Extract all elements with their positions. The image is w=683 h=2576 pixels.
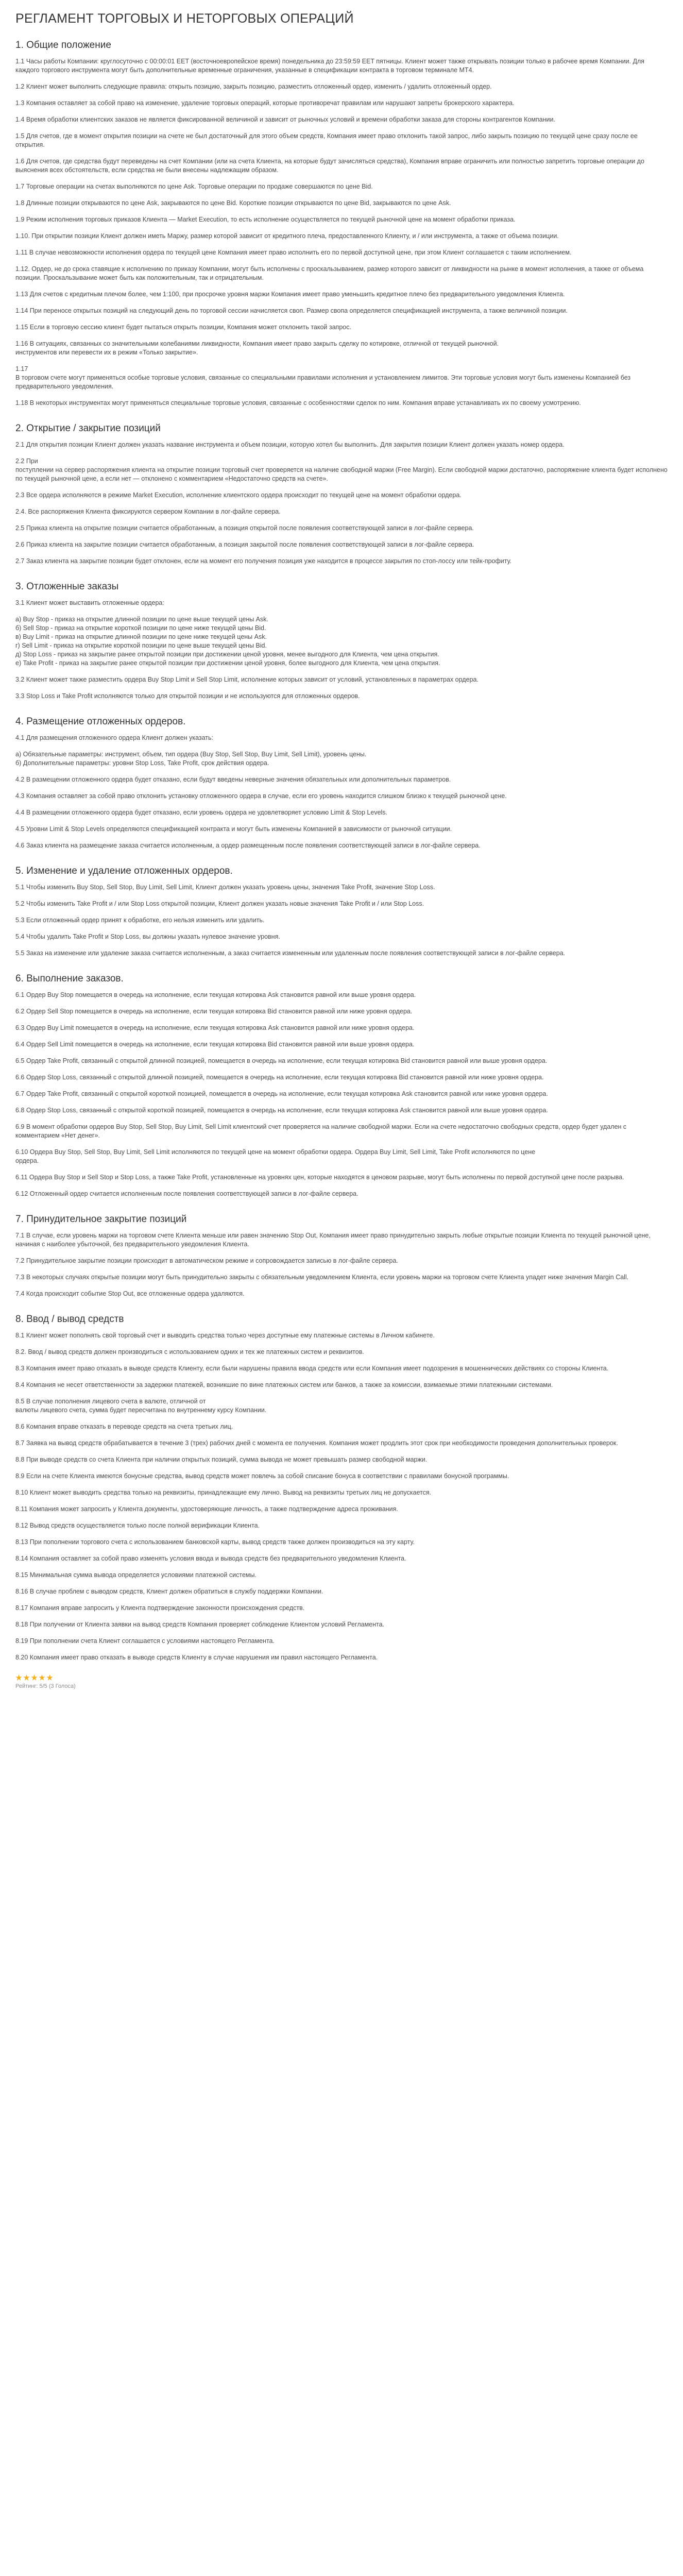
clause-paragraph: а) Buy Stop - приказ на открытие длинной позиции по цене выше текущей цены Ask. б) Sell Stop - приказ на открытие короткой позиции по цене ниже текущей цены Bid. в) Buy Limit - приказ на открытие длинной позиции по цене ниже текущей цены Ask. г) Sell Limit - приказ на открытие короткой позиции по цене выше текущей цены Bid. д) Stop Loss - приказ на закрытие ранее открытой позиции при достижении ценой уровня, менее выгодного для Клиента, чем цена открытия. е) Take Profit - приказ на закрытие ранее открытой позиции при достижении ценой уровня, более выгодного для Клиента, чем цена открытия.	[15, 616, 440, 667]
section-heading: 2. Открытие / закрытие позиций	[15, 423, 161, 434]
clause-paragraph: 8.19 При пополнении счета Клиент соглашается с условиями настоящего Регламента.	[15, 1637, 275, 1645]
section-heading: 1. Общие положение	[15, 40, 111, 50]
section-heading: 5. Изменение и удаление отложенных ордеров.	[15, 866, 233, 876]
section-heading: 7. Принудительное закрытие позиций	[15, 1214, 187, 1225]
clause-paragraph: 6.12 Отложенный ордер считается исполненным после появления соответствующей записи в лог-файле сервера.	[15, 1190, 358, 1197]
clause-paragraph: 8.16 В случае проблем с выводом средств, Клиент должен обратиться в службу поддержки Компании.	[15, 1588, 323, 1595]
star-icon[interactable]	[15, 1674, 22, 1681]
clause-paragraph: 5.4 Чтобы удалить Take Profit и Stop Loss, вы должны указать нулевое значение уровня.	[15, 933, 280, 940]
clause-paragraph: 2.2 При поступлении на сервер распоряжения клиента на открытие позиции торговый счет проверяется на наличие свободной маржи (Free Margin). Если свободной маржи достаточно, распоряжение клиента будет исполнено по текущей рыночной цене, а если нет — отклонено с комментарием «Недостаточно средств на счете».	[15, 457, 668, 482]
clause-paragraph: 2.7 Заказ клиента на закрытие позиции будет отклонен, если на момент его получения позиция уже находится в процессе закрытия по стоп-лоссу или тейк-профиту.	[15, 557, 512, 565]
clause-paragraph: 4.2 В размещении отложенного ордера будет отказано, если будут введены неверные значения обязательных или дополнительных параметров.	[15, 776, 451, 783]
clause-paragraph: 1.2 Клиент может выполнить следующие правила: открыть позицию, закрыть позицию, разместить отложенный ордер, изменить / удалить отложенный ордер.	[15, 83, 492, 90]
clause-paragraph: 8.10 Клиент может выводить средства только на реквизиты, принадлежащие ему лично. Вывод на реквизиты третьих лиц не допускается.	[15, 1489, 432, 1496]
clause-paragraph: 6.6 Ордер Stop Loss, связанный с открытой длинной позицией, помещается в очередь на исполнение, если текущая котировка Bid становится равной или ниже уровня ордера.	[15, 1074, 544, 1081]
clause-paragraph: 6.3 Ордер Buy Limit помещается в очередь на исполнение, если текущая котировка Ask становится равной или ниже уровня ордера.	[15, 1024, 415, 1031]
clause-paragraph: 8.18 При получении от Клиента заявки на вывод средств Компания проверяет соблюдение Клиентом условий Регламента.	[15, 1621, 385, 1628]
clause-paragraph: 8.6 Компания вправе отказать в переводе средств на счета третьих лиц.	[15, 1423, 233, 1430]
clause-paragraph: 8.13 При пополнении торгового счета с использованием банковской карты, вывод средств также должен производиться на эту карту.	[15, 1538, 415, 1546]
clause-paragraph: 8.20 Компания имеет право отказать в выводе средств Клиенту в случае нарушения им правил настоящего Регламента.	[15, 1654, 378, 1661]
rating-footer	[15, 1674, 668, 1689]
clause-paragraph: 1.11 В случае невозможности исполнения ордера по текущей цене Компания имеет право исполнить его по первой доступной цене, при этом Клиент соглашается с таким исполнением.	[15, 249, 572, 256]
clause-paragraph: 5.3 Если отложенный ордер принят к обработке, его нельзя изменить или удалить.	[15, 917, 265, 924]
clause-paragraph: 8.3 Компания имеет право отказать в выводе средств Клиенту, если были нарушены правила ввода средств или если Компания имеет подозрения в мошеннических действиях со стороны Клиента.	[15, 1365, 609, 1372]
clause-paragraph: 6.9 В момент обработки ордеров Buy Stop, Sell Stop, Buy Limit, Sell Limit клиентский счет проверяется на наличие свободной маржи. Если на счете недостаточно свободных средств, ордер будет удален с комментарием «Нет денег».	[15, 1123, 627, 1139]
clause-paragraph: 6.11 Ордера Buy Stop и Sell Stop и Stop Loss, а также Take Profit, установленные на уровнях цен, которые находятся в ценовом разрыве, могут быть исполнены по первой доступной цене после разрыва.	[15, 1174, 624, 1181]
clause-paragraph: 1.14 При переносе открытых позиций на следующий день по торговой сессии начисляется своп. Размер свопа определяется спецификацией инструмента, а также величиной позиции.	[15, 307, 568, 314]
clause-paragraph: 1.17 В торговом счете могут применяться особые торговые условия, связанные со специальными правилами исполнения и установлением лимитов. Эти торговые условия могут быть изменены Компанией без предварительного уведомления.	[15, 365, 631, 390]
section-heading: 8. Ввод / вывод средств	[15, 1314, 124, 1325]
page-title: РЕГЛАМЕНТ ТОРГОВЫХ И НЕТОРГОВЫХ ОПЕРАЦИЙ	[15, 11, 354, 26]
clause-paragraph: 1.10. При открытии позиции Клиент должен иметь Маржу, размер которой зависит от кредитного плеча, предоставленного Клиенту, и / или инструмента, а также от объема позиции.	[15, 232, 559, 240]
clause-paragraph: 7.2 Принудительное закрытие позиции происходит в автоматическом режиме и сопровождается записью в лог-файле сервера.	[15, 1257, 398, 1264]
clause-paragraph: 1.3 Компания оставляет за собой право на изменение, удаление торговых операций, которые противоречат правилам или нарушают запреты брокерского характера.	[15, 99, 515, 107]
clause-paragraph: 2.1 Для открытия позиции Клиент должен указать название инструмента и объем позиции, которую хотел бы выполнить. Для закрытия позиции Клиент должен указать номер ордера.	[15, 441, 565, 448]
clause-paragraph: 6.4 Ордер Sell Limit помещается в очередь на исполнение, если текущая котировка Bid становится равной или выше уровня ордера.	[15, 1041, 415, 1048]
clause-paragraph: 1.5 Для счетов, где в момент открытия позиции на счете не был достаточный для этого объем средств, Компания имеет право отклонить такой запрос, либо закрыть позицию по текущей цене сразу после ее открытия.	[15, 132, 638, 148]
section-heading: 6. Выполнение заказов.	[15, 973, 124, 984]
clause-paragraph: 8.4 Компания не несет ответственности за задержки платежей, возникшие по вине платежных систем или банков, а также за комиссии, взимаемые этими платежными системами.	[15, 1381, 553, 1388]
section	[15, 716, 668, 850]
rating-stars[interactable]	[15, 1674, 668, 1681]
clause-paragraph: 5.2 Чтобы изменить Take Profit и / или Stop Loss открытой позиции, Клиент должен указать новые значения Take Profit и / или Stop Loss.	[15, 900, 424, 907]
section-heading: 4. Размещение отложенных ордеров.	[15, 716, 186, 727]
clause-paragraph: 8.11 Компания может запросить у Клиента документы, удостоверяющие личность, а также подтверждение адреса проживания.	[15, 1505, 398, 1513]
clause-paragraph: 1.15 Если в торговую сессию клиент будет пытаться открыть позиции, Компания может отклонить такой запрос.	[15, 324, 351, 331]
clause-paragraph: 6.7 Ордер Take Profit, связанный с открытой короткой позицией, помещается в очередь на исполнение, если текущая котировка Ask становится равной или ниже уровня ордера.	[15, 1090, 548, 1097]
clause-paragraph: 1.4 Время обработки клиентских заказов не является фиксированной величиной и зависит от рыночных условий и времени обработки заказа для стороны контрагентов Компании.	[15, 116, 555, 123]
clause-paragraph: 5.1 Чтобы изменить Buy Stop, Sell Stop, Buy Limit, Sell Limit, Клиент должен указать уровень цены, значения Take Profit, значение Stop Loss.	[15, 884, 435, 891]
clause-paragraph: 2.4. Все распоряжения Клиента фиксируются сервером Компании в лог-файле сервера.	[15, 508, 281, 515]
clause-paragraph: 1.12. Ордер, не до срока ставящие к исполнению по приказу Компании, могут быть исполнены с проскальзыванием, размер которого зависит от ликвидности на рынке в момент исполнения, а также от объема позиции. Проскальзывание может быть как положительным, так и отрицательным.	[15, 265, 644, 281]
clause-paragraph: 8.2. Ввод / вывод средств должен производиться с использованием одних и тех же платежных систем и реквизитов.	[15, 1348, 364, 1355]
clause-paragraph: 7.4 Когда происходит событие Stop Out, все отложенные ордера удаляются.	[15, 1290, 245, 1297]
clause-paragraph: 2.6 Приказ клиента на закрытие позиции считается обработанным, а позиция закрытой после появления соответствующей записи в лог-файле сервера.	[15, 541, 474, 548]
section	[15, 423, 668, 566]
section	[15, 1214, 668, 1298]
section	[15, 973, 668, 1198]
clause-paragraph: 1.13 Для счетов с кредитным плечом более, чем 1:100, при просрочке уровня маржи Компания имеет право уменьшить кредитное плечо без предварительного уведомления Клиента.	[15, 291, 565, 298]
clause-paragraph: 6.5 Ордер Take Profit, связанный с открытой длинной позицией, помещается в очередь на исполнение, если текущая котировка Bid становится равной или выше уровня ордера.	[15, 1057, 548, 1064]
clause-paragraph: 8.1 Клиент может пополнять свой торговый счет и выводить средства только через доступные ему платежные системы в Личном кабинете.	[15, 1332, 435, 1339]
star-icon[interactable]	[23, 1674, 30, 1681]
clause-paragraph: 8.8 При выводе средств со счета Клиента при наличии открытых позиций, сумма вывода не может превышать размер свободной маржи.	[15, 1456, 428, 1463]
section-heading: 3. Отложенные заказы	[15, 581, 119, 592]
clause-paragraph: а) Обязательные параметры: инструмент, объем, тип ордера (Buy Stop, Sell Stop, Buy Limit, Sell Limit), уровень цены. б) Дополнительные параметры: уровни Stop Loss, Take Profit, срок действия ордера.	[15, 751, 367, 767]
clause-paragraph: 4.1 Для размещения отложенного ордера Клиент должен указать:	[15, 734, 213, 741]
document-body	[15, 40, 668, 1662]
clause-paragraph: 1.9 Режим исполнения торговых приказов Клиента — Market Execution, то есть исполнение осуществляется по текущей рыночной цене на момент обработки приказа.	[15, 216, 516, 223]
clause-paragraph: 4.6 Заказ клиента на размещение заказа считается исполненным, а ордер размещенным после появления соответствующей записи в лог-файле сервера.	[15, 842, 481, 849]
clause-paragraph: 4.4 В размещении отложенного ордера будет отказано, если уровень ордера не удовлетворяет условию Limit & Stop Levels.	[15, 809, 388, 816]
clause-paragraph: 1.16 В ситуациях, связанных со значительными колебаниями ликвидности, Компания имеет право закрыть сделку по котировке, отличной от текущей рыночной. инструментов или перевести их в режим «Только закрытие».	[15, 340, 499, 356]
clause-paragraph: 8.17 Компания вправе запросить у Клиента подтверждение законности происхождения средств.	[15, 1604, 305, 1612]
star-icon[interactable]	[31, 1674, 38, 1681]
clause-paragraph: 1.7 Торговые операции на счетах выполняются по цене Ask. Торговые операции по продаже совершаются по цене Bid.	[15, 183, 373, 190]
clause-paragraph: 6.10 Ордера Buy Stop, Sell Stop, Buy Limit, Sell Limit исполняются по текущей цене на момент обработки ордера. Ордера Buy Limit, Sell Limit, Take Profit исполняются по цене ордера.	[15, 1148, 536, 1164]
clause-paragraph: 8.9 Если на счете Клиента имеются бонусные средства, вывод средств может повлечь за собой списание бонуса в соответствии с правилами бонусной программы.	[15, 1472, 509, 1480]
section	[15, 866, 668, 958]
clause-paragraph: 2.5 Приказ клиента на открытие позиции считается обработанным, а позиция открытой после появления соответствующей записи в лог-файле сервера.	[15, 524, 474, 532]
rating-text: Рейтинг: 5/5 (3 Голоса)	[15, 1683, 76, 1689]
clause-paragraph: 3.2 Клиент может также разместить ордера Buy Stop Limit и Sell Stop Limit, исполнение которых зависит от условий, установленных в параметрах ордера.	[15, 676, 479, 683]
clause-paragraph: 3.1 Клиент может выставить отложенные ордера:	[15, 599, 164, 606]
clause-paragraph: 2.3 Все ордера исполняются в режиме Market Execution, исполнение клиентского ордера происходит по текущей цене на момент обработки ордера.	[15, 492, 462, 499]
section	[15, 1314, 668, 1662]
star-icon[interactable]	[39, 1674, 45, 1681]
clause-paragraph: 8.12 Вывод средств осуществляется только после полной верификации Клиента.	[15, 1522, 260, 1529]
clause-paragraph: 1.8 Длинные позиции открываются по цене Ask, закрываются по цене Bid. Короткие позиции открываются по цене Bid, закрываются по цене Ask.	[15, 199, 451, 207]
clause-paragraph: 4.5 Уровни Limit & Stop Levels определяются спецификацией контракта и могут быть изменены Компанией в зависимости от рыночной ситуации.	[15, 825, 452, 833]
clause-paragraph: 8.5 В случае пополнения лицевого счета в валюте, отличной от валюты лицевого счета, сумма будет пересчитана по внутреннему курсу Компании.	[15, 1398, 267, 1414]
clause-paragraph: 6.8 Ордер Stop Loss, связанный с открытой короткой позицией, помещается в очередь на исполнение, если текущая котировка Ask становится равной или выше уровня ордера.	[15, 1107, 548, 1114]
clause-paragraph: 4.3 Компания оставляет за собой право отклонить установку отложенного ордера в случае, если его уровень находится слишком близко к текущей рыночной цене.	[15, 792, 507, 800]
star-icon[interactable]	[46, 1674, 53, 1681]
section	[15, 581, 668, 701]
clause-paragraph: 5.5 Заказ на изменение или удаление заказа считается исполненным, а заказ считается измененным или удаленным после появления соответствующей записи в лог-файле сервера.	[15, 950, 566, 957]
clause-paragraph: 8.7 Заявка на вывод средств обрабатывается в течение 3 (трех) рабочих дней с момента ее получения. Компания может продлить этот срок при необходимости проведения дополнительных проверок.	[15, 1439, 618, 1447]
clause-paragraph: 1.6 Для счетов, где средства будут переведены на счет Компании (или на счета Клиента, на которые будут зачисляться средства), Компания вправе ограничить или полностью запретить торговые операции до выяснения всех обстоятельств, если средства не были внесены надлежащим образом.	[15, 158, 644, 174]
clause-paragraph: 3.3 Stop Loss и Take Profit исполняются только для открытой позиции и не используются для отложенных ордеров.	[15, 692, 360, 700]
clause-paragraph: 1.18 В некоторых инструментах могут применяться специальные торговые условия, связанные с особенностями сделок по ним. Компания вправе устанавливать их по своему усмотрению.	[15, 399, 581, 406]
clause-paragraph: 1.1 Часы работы Компании: круглосуточно с 00:00:01 EET (восточноевропейское время) понедельника до 23:59:59 EET пятницы. Клиент может также открывать позиции только в рабочее время Компании. Для каждого торгового инструмента могут быть дополнительные временные ограничения, указанные в спецификации контракта в торговом терминале MT4.	[15, 58, 645, 74]
section	[15, 40, 668, 408]
clause-paragraph: 8.14 Компания оставляет за собой право изменять условия ввода и вывода средств без предварительного уведомления Клиента.	[15, 1555, 406, 1562]
clause-paragraph: 7.1 В случае, если уровень маржи на торговом счете Клиента меньше или равен значению Stop Out, Компания имеет право принудительно закрыть любые открытые позиции Клиента по текущей рыночной цене, начиная с наиболее убыточной, без предварительного уведомления Клиента.	[15, 1232, 651, 1248]
clause-paragraph: 6.1 Ордер Buy Stop помещается в очередь на исполнение, если текущая котировка Ask становится равной или выше уровня ордера.	[15, 991, 416, 998]
clause-paragraph: 7.3 В некоторых случаях открытые позиции могут быть принудительно закрыты с обязательным уведомлением Клиента, если уровень маржи на торговом счете Клиента упадет ниже значения Margin Call.	[15, 1274, 629, 1281]
clause-paragraph: 8.15 Минимальная сумма вывода определяется условиями платежной системы.	[15, 1571, 257, 1579]
clause-paragraph: 6.2 Ордер Sell Stop помещается в очередь на исполнение, если текущая котировка Bid становится равной или ниже уровня ордера.	[15, 1008, 413, 1015]
